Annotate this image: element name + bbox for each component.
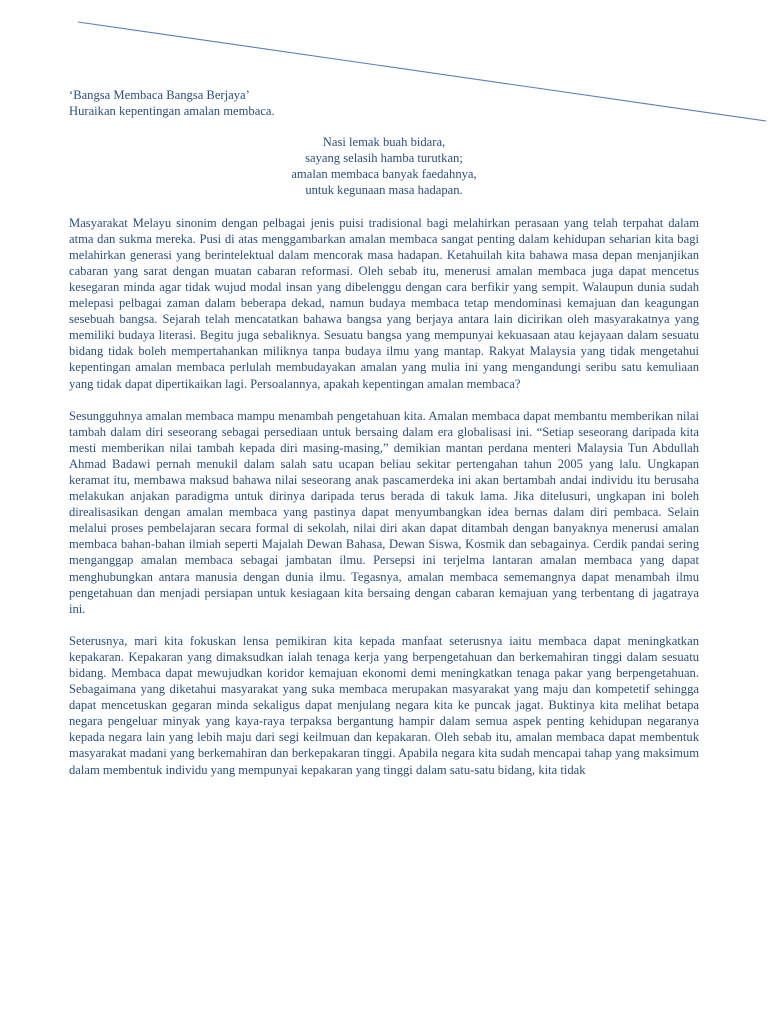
pantun-line-4: untuk kegunaan masa hadapan. bbox=[305, 183, 463, 198]
paragraph-introduction: Masyarakat Melayu sinonim dengan pelbagai jenis puisi tradisional bagi melahirkan perasaan yang telah terpahat dalam atma dan sukma mereka. Pusi di atas menggambarkan amalan membaca sangat penting dalam kehidupan seharian kita bagi melahirkan generasi yang berintelektual dalam mencorak masa hadapan. Ketahuilah kita bahawa masa depan menjanjikan cabaran yang sarat dengan muatan cabaran reformasi. Oleh sebab itu, menerusi amalan membaca juga dapat mencetus kesegaran minda agar tidak wujud modal insan yang dibelenggu dengan cara berfikir yang sempit. Walaupun dunia sudah melepasi pelbagai zaman dalam beberapa dekad, namun budaya membaca tetap mendominasi kemajuan dan keagungan sesebuah bangsa. Sejarah telah mencatatkan bahawa bangsa yang berjaya antara lain dicirikan oleh masyarakatnya yang memiliki budaya literasi. Begitu juga sebaliknya. Sesuatu bangsa yang mempunyai kekuasaan atau kejayaan dalam sesuatu bidang tidak boleh mempertahankan miliknya tanpa budaya ilmu yang mantap. Rakyat Malaysia yang tidak mengetahui kepentingan amalan membaca perlulah membudayakan amalan yang mulia ini yang mengandungi seribu satu kemuliaan yang tidak dapat dipertikaikan lagi. Persoalannya, apakah kepentingan amalan membaca? bbox=[69, 215, 699, 391]
pantun-line-1: Nasi lemak buah bidara, bbox=[322, 135, 446, 150]
document-body bbox=[69, 87, 699, 794]
pantun-line-2: sayang selasih hamba turutkan; bbox=[305, 151, 463, 166]
paragraph-point-1: Sesungguhnya amalan membaca mampu menambah pengetahuan kita. Amalan membaca dapat membantu memberikan nilai tambah dalam diri seseorang sebagai persediaan untuk bersaing dalam era globalisasi ini. “Setiap seseorang daripada kita mesti memberikan nilai tambah kepada diri masing-masing,” demikian mantan perdana menteri Malaysia Tun Abdullah Ahmad Badawi pernah menukil dalam salah satu ucapan beliau sekitar pertengahan tahun 2005 yang lalu. Ungkapan keramat itu, membawa maksud bahawa nilai seseorang anak pascamerdeka ini akan bertambah andai individu itu berusaha melakukan anjakan paradigma untuk dirinya daripada terus berada di takuk lama. Jika ditelusuri, ungkapan ini boleh direalisasikan dengan amalan membaca yang pastinya dapat menyumbangkan idea bernas dalam diri pembaca. Selain melalui proses pembelajaran secara formal di sekolah, nilai diri akan dapat ditambah dengan banyaknya menerusi amalan membaca bahan-bahan ilmiah seperti Majalah Dewan Bahasa, Dewan Siswa, Kosmik dan sebagainya. Cerdik pandai sering menganggap amalan membaca sebagai jambatan ilmu. Persepsi ini terjelma lantaran amalan membaca yang dapat menghubungkan antara manusia dengan dunia ilmu. Tegasnya, amalan membaca sememangnya dapat menambah ilmu pengetahuan dan menjadi persiapan untuk kesiagaan kita bersaing dengan cabaran kemajuan yang terbentang di jagatraya ini. bbox=[69, 408, 699, 616]
pantun-verse bbox=[69, 134, 699, 198]
essay-title: ‘Bangsa Membaca Bangsa Berjaya’ bbox=[69, 88, 250, 102]
paragraph-point-2: Seterusnya, mari kita fokuskan lensa pemikiran kita kepada manfaat seterusnya iaitu membaca dapat meningkatkan kepakaran. Kepakaran yang dimaksudkan ialah tenaga kerja yang berpengetahuan dan berkemahiran tinggi dalam sesuatu bidang. Membaca dapat mewujudkan koridor kemajuan ekonomi demi meningkatkan tenaga pakar yang berpengetahuan. Sebagaimana yang diketahui masyarakat yang suka membaca merupakan masyarakat yang maju dan kompetetif sehingga dapat mencetuskan gegaran minda sekaligus dapat menjulang negara kita ke puncak jagat. Buktinya kita melihat betapa negara pengeluar minyak yang kaya-raya terpaksa bergantung hampir dalam semua aspek penting kehidupan negaranya kepada negara lain yang lebih maju dari segi keilmuan dan kepakaran. Oleh sebab itu, amalan membaca dapat membentuk masyarakat madani yang berkemahiran dan berkepakaran tinggi. Apabila negara kita sudah mencapai tahap yang maksimum dalam membentuk individu yang mempunyai kepakaran yang tinggi dalam satu-satu bidang, kita tidak bbox=[69, 633, 699, 777]
essay-question: Huraikan kepentingan amalan membaca. bbox=[69, 104, 275, 119]
pantun-line-3: amalan membaca banyak faedahnya, bbox=[291, 167, 477, 182]
